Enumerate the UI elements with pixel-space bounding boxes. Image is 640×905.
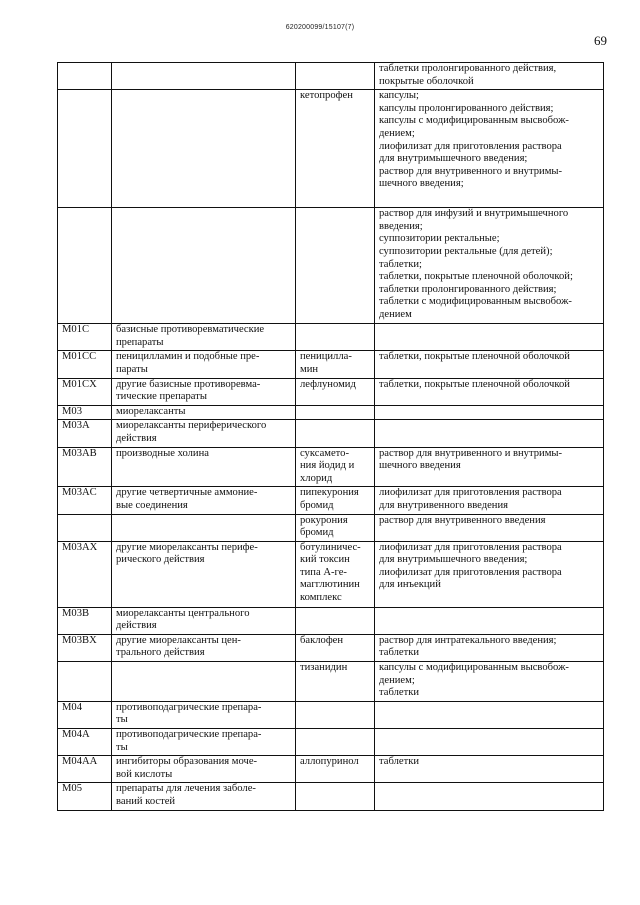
dosage-forms-cell: таблетки, покрытые пленочной оболочкой	[375, 378, 604, 405]
drug-name-cell	[296, 420, 375, 447]
drug-name-cell: кетопрофен	[296, 90, 375, 208]
atc-code-cell: M01C	[58, 324, 112, 351]
dosage-forms-cell	[375, 405, 604, 420]
group-name-cell: ингибиторы образования моче- вой кислоты	[112, 756, 296, 783]
drug-name-cell	[296, 63, 375, 90]
table-row	[58, 634, 604, 661]
group-name-cell: базисные противоревматические препараты	[112, 324, 296, 351]
group-name-cell: пеницилламин и подобные пре- параты	[112, 351, 296, 378]
drug-name-cell	[296, 405, 375, 420]
atc-code-cell: M04AA	[58, 756, 112, 783]
atc-code-cell	[58, 208, 112, 324]
table-row	[58, 701, 604, 728]
dosage-forms-cell: раствор для инфузий и внутримышечного введения; суппозитории ректальные; суппозитории ректальные (для детей); таблетки; таблетки, покрытые пленочной оболочкой; таблетки пролонгированного действия; таблетки с модифицированным высвобож- дением	[375, 208, 604, 324]
dosage-forms-cell	[375, 701, 604, 728]
atc-code-cell: M05	[58, 783, 112, 810]
table-row	[58, 405, 604, 420]
drug-name-cell	[296, 324, 375, 351]
drug-name-cell	[296, 729, 375, 756]
dosage-forms-cell	[375, 420, 604, 447]
drug-name-cell: лефлуномид	[296, 378, 375, 405]
group-name-cell	[112, 514, 296, 541]
table-row	[58, 208, 604, 324]
table-row	[58, 607, 604, 634]
dosage-forms-cell: таблетки пролонгированного действия, покрытые оболочкой	[375, 63, 604, 90]
dosage-forms-cell: таблетки	[375, 756, 604, 783]
table-row	[58, 90, 604, 208]
table-row	[58, 541, 604, 607]
dosage-forms-cell	[375, 607, 604, 634]
drug-name-cell: рокурония бромид	[296, 514, 375, 541]
drug-name-cell	[296, 783, 375, 810]
dosage-forms-cell: раствор для внутривенного введения	[375, 514, 604, 541]
drug-name-cell: суксамето- ния йодид и хлорид	[296, 447, 375, 487]
table-row	[58, 756, 604, 783]
drug-classification-table	[57, 62, 604, 811]
table-body	[58, 63, 604, 811]
table-row	[58, 729, 604, 756]
atc-code-cell: M03BX	[58, 634, 112, 661]
table-row	[58, 63, 604, 90]
group-name-cell: противоподагрические препара- ты	[112, 729, 296, 756]
group-name-cell: другие миорелаксанты цен- трального действия	[112, 634, 296, 661]
table-row	[58, 447, 604, 487]
atc-code-cell: M01CC	[58, 351, 112, 378]
dosage-forms-cell: раствор для внутривенного и внутримы- шечного введения	[375, 447, 604, 487]
dosage-forms-cell	[375, 729, 604, 756]
drug-name-cell: ботулиничес- кий токсин типа A-ге- магглютинин комплекс	[296, 541, 375, 607]
group-name-cell	[112, 208, 296, 324]
drug-name-cell: баклофен	[296, 634, 375, 661]
table-row	[58, 351, 604, 378]
dosage-forms-cell: капсулы; капсулы пролонгированного действия; капсулы с модифицированным высвобож- дением; лиофилизат для приготовления раствора для внутримышечного введения; раствор для внутривенного и внутримы- шечного введения;	[375, 90, 604, 208]
table-row	[58, 420, 604, 447]
group-name-cell: миорелаксанты периферического действия	[112, 420, 296, 447]
atc-code-cell: M03B	[58, 607, 112, 634]
table-row	[58, 514, 604, 541]
table-row	[58, 324, 604, 351]
drug-name-cell	[296, 208, 375, 324]
dosage-forms-cell	[375, 783, 604, 810]
table-row	[58, 487, 604, 514]
group-name-cell	[112, 662, 296, 702]
group-name-cell: миорелаксанты центрального действия	[112, 607, 296, 634]
atc-code-cell	[58, 514, 112, 541]
drug-name-cell: тизанидин	[296, 662, 375, 702]
atc-code-cell: M04A	[58, 729, 112, 756]
document-id: 620200099/15107(7)	[285, 24, 355, 31]
atc-code-cell: M01CX	[58, 378, 112, 405]
dosage-forms-cell: капсулы с модифицированным высвобож- дением; таблетки	[375, 662, 604, 702]
page-number: 69	[594, 33, 607, 48]
group-name-cell: производные холина	[112, 447, 296, 487]
table-row	[58, 783, 604, 810]
dosage-forms-cell: лиофилизат для приготовления раствора для внутримышечного введения; лиофилизат для приготовления раствора для инъекций	[375, 541, 604, 607]
drug-name-cell	[296, 607, 375, 634]
group-name-cell: другие миорелаксанты перифе- рического действия	[112, 541, 296, 607]
atc-code-cell: M04	[58, 701, 112, 728]
atc-code-cell: M03AB	[58, 447, 112, 487]
group-name-cell: противоподагрические препара- ты	[112, 701, 296, 728]
group-name-cell	[112, 63, 296, 90]
table-row	[58, 378, 604, 405]
dosage-forms-cell: раствор для интратекального введения; таблетки	[375, 634, 604, 661]
dosage-forms-cell	[375, 324, 604, 351]
table-row	[58, 662, 604, 702]
group-name-cell: миорелаксанты	[112, 405, 296, 420]
dosage-forms-cell: лиофилизат для приготовления раствора для внутривенного введения	[375, 487, 604, 514]
group-name-cell: препараты для лечения заболе- ваний костей	[112, 783, 296, 810]
atc-code-cell: M03AC	[58, 487, 112, 514]
group-name-cell: другие базисные противоревма- тические препараты	[112, 378, 296, 405]
dosage-forms-cell: таблетки, покрытые пленочной оболочкой	[375, 351, 604, 378]
atc-code-cell: M03	[58, 405, 112, 420]
atc-code-cell	[58, 662, 112, 702]
drug-name-cell: пипекурония бромид	[296, 487, 375, 514]
drug-name-cell	[296, 701, 375, 728]
drug-name-cell: аллопуринол	[296, 756, 375, 783]
group-name-cell: другие четвертичные аммоние- вые соединения	[112, 487, 296, 514]
atc-code-cell: M03A	[58, 420, 112, 447]
group-name-cell	[112, 90, 296, 208]
atc-code-cell: M03AX	[58, 541, 112, 607]
atc-code-cell	[58, 63, 112, 90]
drug-name-cell: пеницилла- мин	[296, 351, 375, 378]
atc-code-cell	[58, 90, 112, 208]
